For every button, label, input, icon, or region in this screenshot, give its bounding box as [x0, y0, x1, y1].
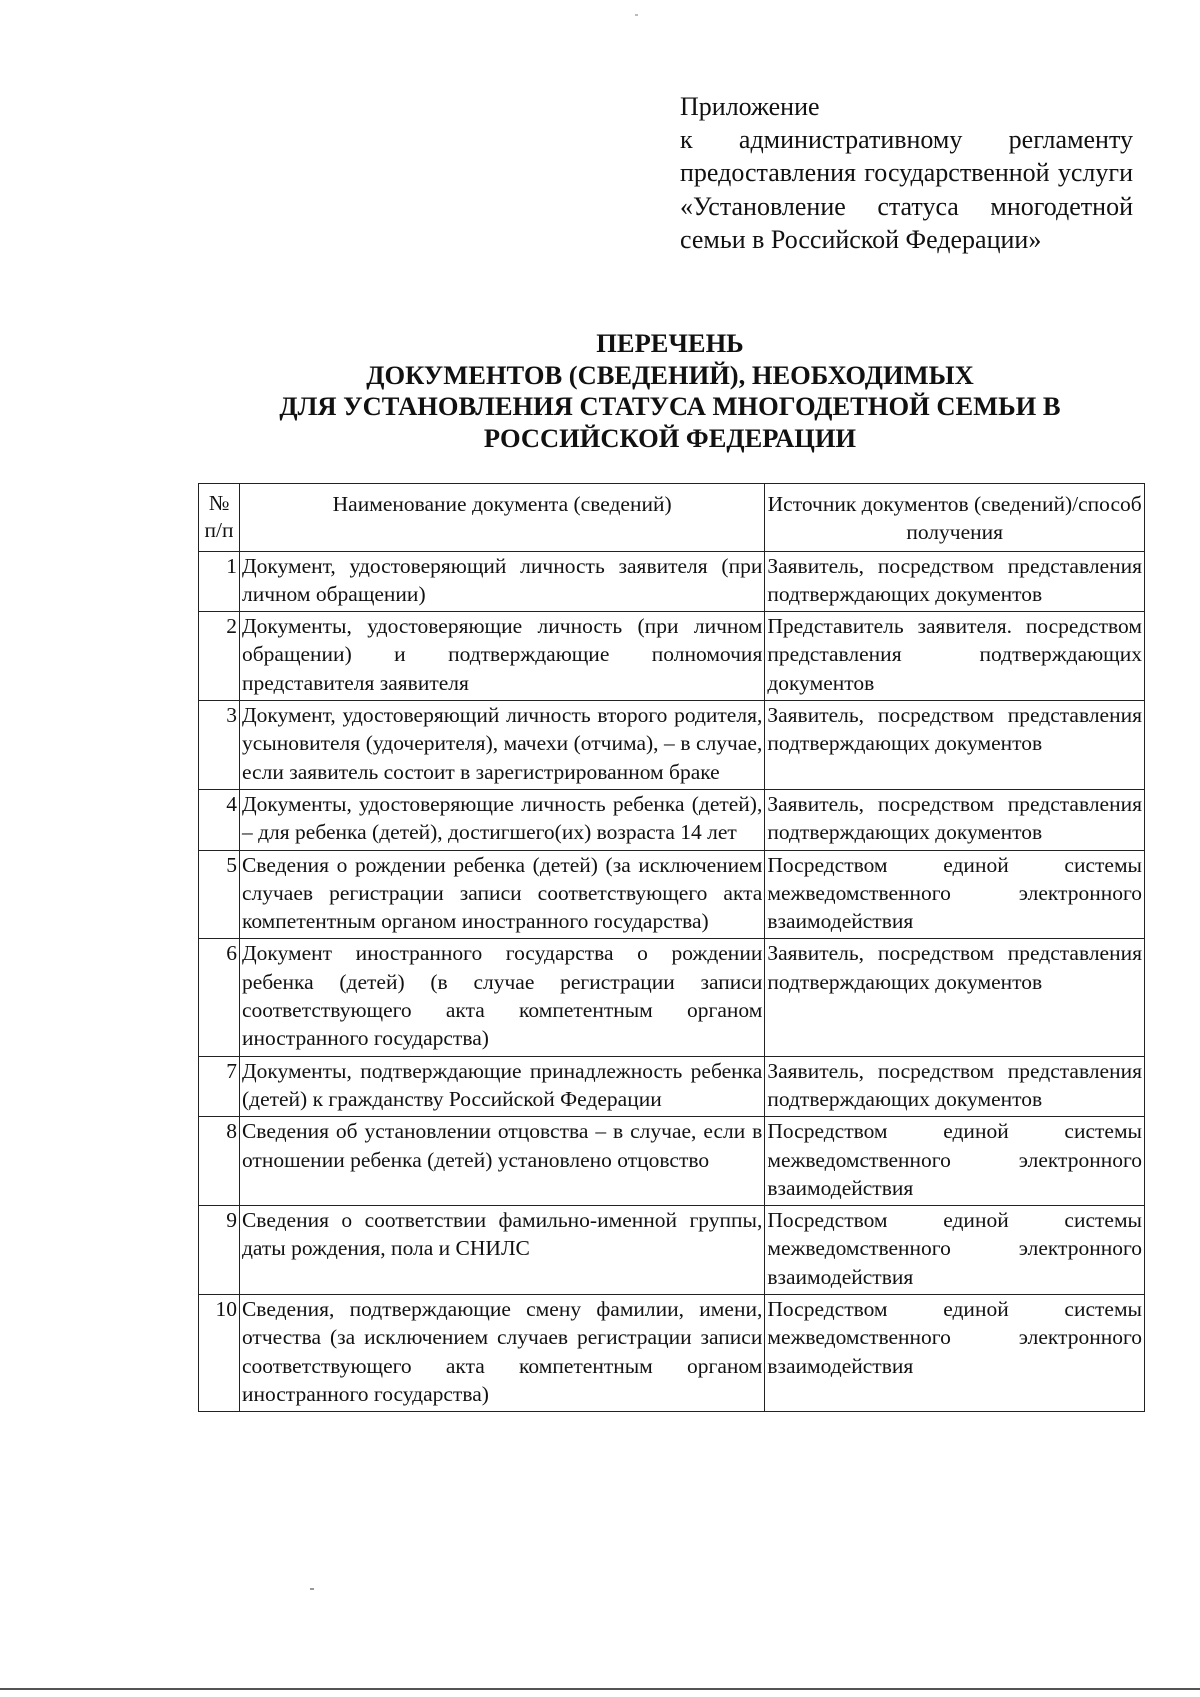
- annex-title: Приложение: [680, 92, 820, 121]
- annex-header: [680, 90, 1133, 256]
- table-row: [199, 850, 1145, 939]
- row-source: Заявитель, посредством представления подтверждающих документов: [765, 789, 1145, 850]
- table-row: [199, 789, 1145, 850]
- row-number: 5: [199, 850, 240, 939]
- row-number: 1: [199, 551, 240, 612]
- row-document-name: Документ, удостоверяющий личность заявителя (при личном обращении): [239, 551, 764, 612]
- table-row: [199, 701, 1145, 790]
- row-number: 7: [199, 1056, 240, 1117]
- row-document-name: Документ иностранного государства о рождении ребенка (детей) (в случае регистрации записи соответствующего акта компетентным органом иностранного государства): [239, 939, 764, 1056]
- row-source: Заявитель, посредством представления подтверждающих документов: [765, 1056, 1145, 1117]
- title-line: ПЕРЕЧЕНЬ: [596, 328, 744, 358]
- documents-table: [198, 483, 1145, 1412]
- row-number: 9: [199, 1206, 240, 1295]
- header-name: Наименование документа (сведений): [239, 484, 764, 552]
- header-source: Источник документов (сведений)/способ получения: [765, 484, 1145, 552]
- table-row: [199, 1117, 1145, 1206]
- table-header-row: [199, 484, 1145, 552]
- table-row: [199, 939, 1145, 1056]
- row-number: 4: [199, 789, 240, 850]
- row-document-name: Сведения о рождении ребенка (детей) (за исключением случаев регистрации записи соответствующего акта компетентным органом иностранного государства): [239, 850, 764, 939]
- row-number: 10: [199, 1295, 240, 1412]
- scan-speck: [310, 1588, 314, 1590]
- title-line: РОССИЙСКОЙ ФЕДЕРАЦИИ: [483, 422, 857, 453]
- row-number: 2: [199, 612, 240, 701]
- row-document-name: Сведения, подтверждающие смену фамилии, имени, отчества (за исключением случаев регистрации записи соответствующего акта компетентным органом иностранного государства): [239, 1295, 764, 1412]
- document-title: [180, 328, 1160, 454]
- header-num: [199, 484, 240, 552]
- row-source: Заявитель, посредством представления подтверждающих документов: [765, 701, 1145, 790]
- row-document-name: Документы, подтверждающие принадлежность ребенка (детей) к гражданству Российской Федерации: [239, 1056, 764, 1117]
- row-document-name: Сведения об установлении отцовства – в случае, если в отношении ребенка (детей) установлено отцовство: [239, 1117, 764, 1206]
- row-source: Посредством единой системы межведомственного электронного взаимодействия: [765, 1117, 1145, 1206]
- row-document-name: Сведения о соответствии фамильно-именной группы, даты рождения, пола и СНИЛС: [239, 1206, 764, 1295]
- table-row: [199, 551, 1145, 612]
- row-number: 3: [199, 701, 240, 790]
- row-source: Посредством единой системы межведомственного электронного взаимодействия: [765, 1206, 1145, 1295]
- row-source: Представитель заявителя. посредством представления подтверждающих документов: [765, 612, 1145, 701]
- row-number: 8: [199, 1117, 240, 1206]
- row-document-name: Документ, удостоверяющий личность второго родителя, усыновителя (удочерителя), мачехи (отчима), – в случае, если заявитель состоит в зарегистрированном браке: [239, 701, 764, 790]
- row-source: Заявитель, посредством представления подтверждающих документов: [765, 551, 1145, 612]
- table-row: [199, 612, 1145, 701]
- row-document-name: Документы, удостоверяющие личность (при личном обращении) и подтверждающие полномочия представителя заявителя: [239, 612, 764, 701]
- table-row: [199, 1206, 1145, 1295]
- row-source: Посредством единой системы межведомственного электронного взаимодействия: [765, 1295, 1145, 1412]
- title-line: ДОКУМЕНТОВ (СВЕДЕНИЙ), НЕОБХОДИМЫХ: [366, 359, 974, 390]
- row-number: 6: [199, 939, 240, 1056]
- page-bottom-edge: [0, 1688, 1200, 1690]
- annex-body: к административному регламенту предоставления государственной услуги «Установление статуса многодетной семьи в Российской Федерации»: [680, 125, 1133, 254]
- table-row: [199, 1295, 1145, 1412]
- table-row: [199, 1056, 1145, 1117]
- header-num-line2: п/п: [204, 518, 234, 542]
- scan-speck: [635, 14, 638, 16]
- title-line: ДЛЯ УСТАНОВЛЕНИЯ СТАТУСА МНОГОДЕТНОЙ СЕМЬИ В: [279, 391, 1061, 421]
- row-source: Посредством единой системы межведомственного электронного взаимодействия: [765, 850, 1145, 939]
- row-document-name: Документы, удостоверяющие личность ребенка (детей), – для ребенка (детей), достигшего(их) возраста 14 лет: [239, 789, 764, 850]
- row-source: Заявитель, посредством представления подтверждающих документов: [765, 939, 1145, 1056]
- header-num-line1: №: [208, 491, 230, 515]
